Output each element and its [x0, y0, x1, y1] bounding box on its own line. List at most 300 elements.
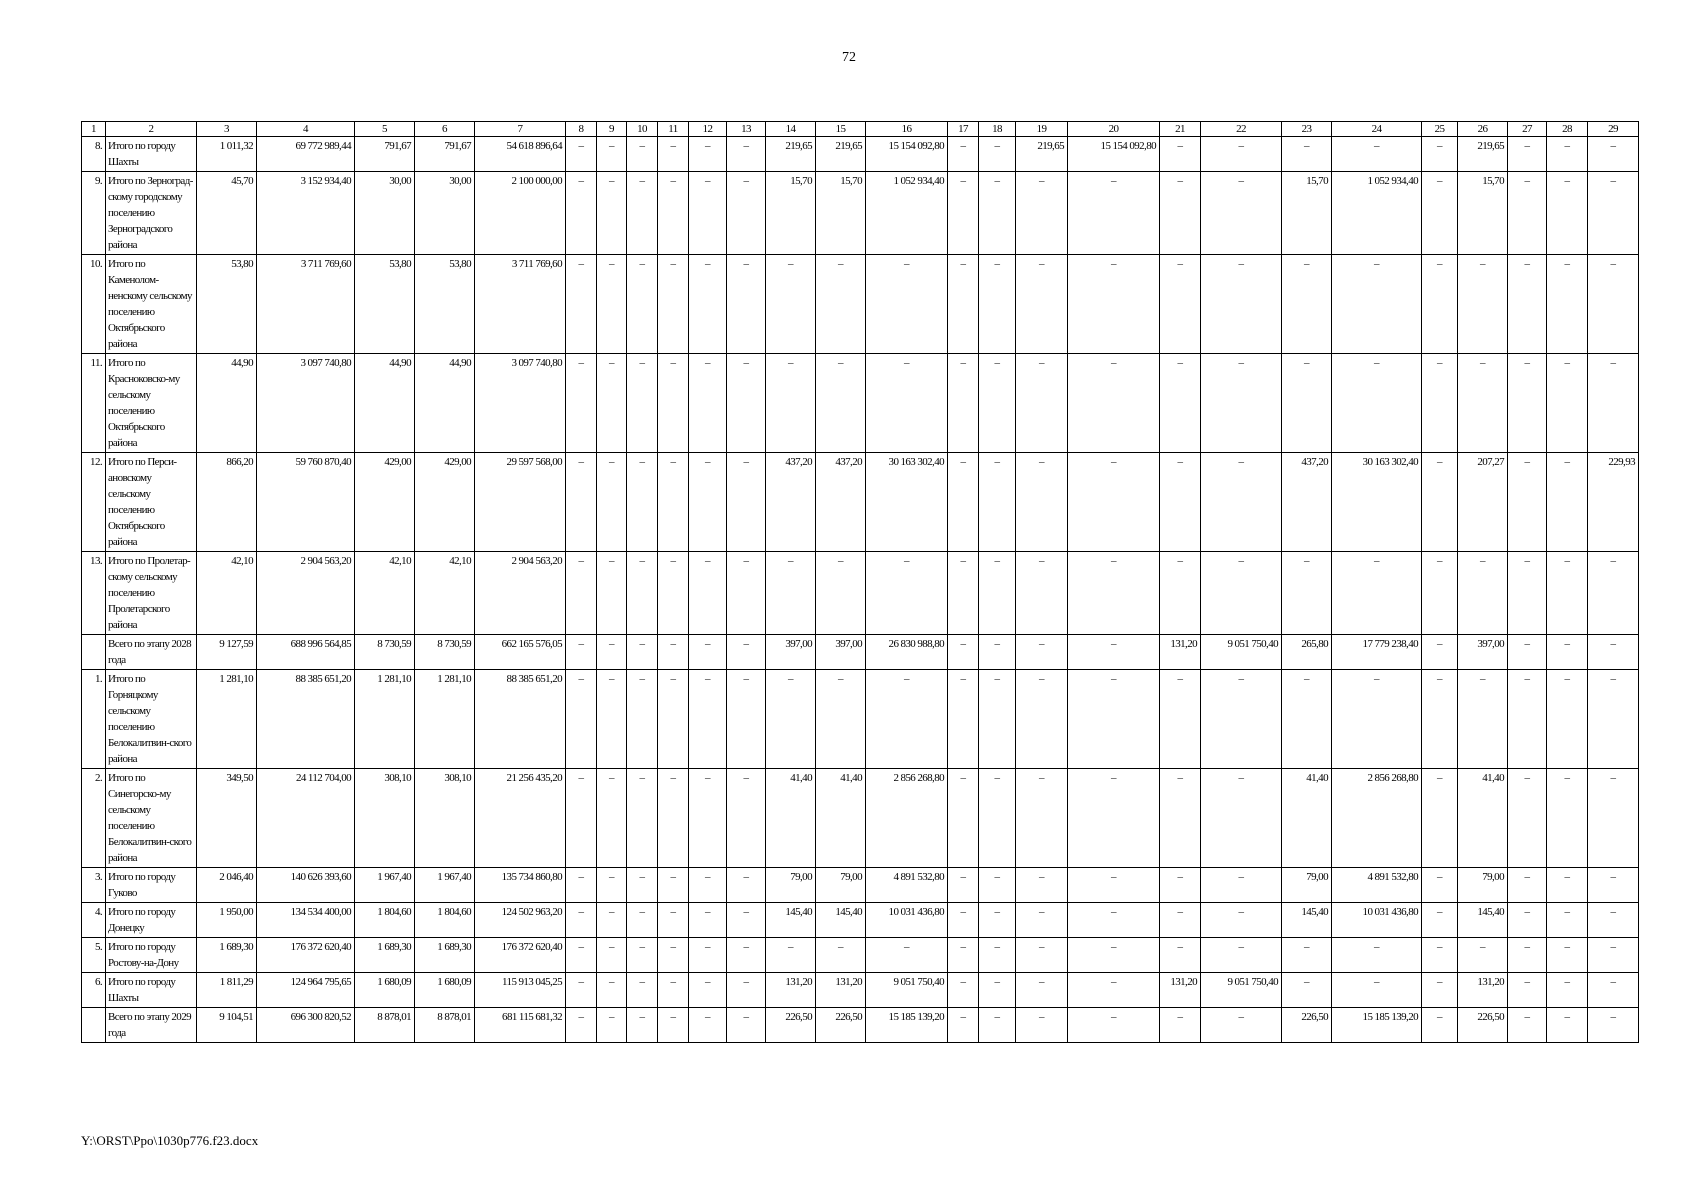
table-cell: 135 734 860,80	[475, 868, 566, 903]
table-cell: –	[658, 973, 689, 1008]
table-cell: 265,80	[1282, 635, 1332, 670]
column-header-24: 24	[1332, 122, 1422, 137]
table-row	[82, 670, 1639, 769]
table-cell: –	[1016, 769, 1068, 868]
table-cell: –	[566, 670, 597, 769]
row-number-cell: 9.	[82, 172, 106, 255]
table-cell: –	[866, 670, 948, 769]
table-cell: –	[816, 354, 866, 453]
table-cell: 21 256 435,20	[475, 769, 566, 868]
table-cell: –	[1201, 1008, 1282, 1043]
table-cell: 2 856 268,80	[866, 769, 948, 868]
table-cell: –	[566, 769, 597, 868]
column-header-20: 20	[1068, 122, 1160, 137]
table-cell: –	[1422, 255, 1458, 354]
table-cell: –	[658, 903, 689, 938]
table-cell: 696 300 820,52	[257, 1008, 355, 1043]
table-cell: –	[658, 635, 689, 670]
table-cell: –	[1588, 769, 1639, 868]
column-header-27: 27	[1508, 122, 1547, 137]
table-cell: –	[658, 938, 689, 973]
table-cell: –	[1458, 255, 1508, 354]
table-cell: 1 680,09	[415, 973, 475, 1008]
table-cell: –	[1332, 552, 1422, 635]
table-cell: –	[1508, 172, 1547, 255]
row-number-cell: 4.	[82, 903, 106, 938]
table-cell: –	[658, 552, 689, 635]
table-cell: –	[1282, 973, 1332, 1008]
table-cell: 2 904 563,20	[257, 552, 355, 635]
table-cell: –	[566, 903, 597, 938]
table-cell: –	[1547, 973, 1588, 1008]
table-cell: –	[1068, 769, 1160, 868]
data-table	[81, 121, 1639, 1043]
table-cell: 866,20	[197, 453, 257, 552]
table-cell: –	[948, 137, 979, 172]
row-number-cell: 13.	[82, 552, 106, 635]
table-cell: 26 830 988,80	[866, 635, 948, 670]
table-row	[82, 453, 1639, 552]
row-number-cell: 5.	[82, 938, 106, 973]
table-cell: 681 115 681,32	[475, 1008, 566, 1043]
table-cell: –	[1458, 670, 1508, 769]
table-cell: –	[1508, 137, 1547, 172]
table-cell: 3 152 934,40	[257, 172, 355, 255]
table-cell: –	[597, 903, 627, 938]
column-header-18: 18	[979, 122, 1016, 137]
table-cell: –	[1201, 453, 1282, 552]
table-cell: –	[1547, 137, 1588, 172]
table-cell: –	[1016, 552, 1068, 635]
table-cell: –	[689, 973, 727, 1008]
table-cell: 24 112 704,00	[257, 769, 355, 868]
table-cell: 44,90	[197, 354, 257, 453]
table-cell: –	[597, 255, 627, 354]
table-cell: 1 680,09	[355, 973, 415, 1008]
table-cell: –	[1422, 938, 1458, 973]
column-header-25: 25	[1422, 122, 1458, 137]
row-number-cell	[82, 635, 106, 670]
table-cell: –	[658, 453, 689, 552]
row-name-cell: Итого по Пролетар-скому сельскому поселению Пролетарского района	[106, 552, 197, 635]
table-cell: –	[1068, 354, 1160, 453]
table-cell: 1 052 934,40	[866, 172, 948, 255]
table-cell: –	[1160, 1008, 1201, 1043]
table-cell: 207,27	[1458, 453, 1508, 552]
table-cell: –	[1547, 868, 1588, 903]
table-cell: –	[727, 868, 766, 903]
table-cell: 45,70	[197, 172, 257, 255]
table-cell: –	[627, 868, 658, 903]
column-header-21: 21	[1160, 122, 1201, 137]
table-cell: –	[948, 938, 979, 973]
row-name-cell: Итого по Синегорско-му сельскому поселению Белокалитвин-ского района	[106, 769, 197, 868]
table-cell: –	[1068, 552, 1160, 635]
table-cell: 15 154 092,80	[866, 137, 948, 172]
table-cell: –	[727, 354, 766, 453]
table-cell: 219,65	[1458, 137, 1508, 172]
table-cell: –	[1016, 635, 1068, 670]
column-header-14: 14	[766, 122, 816, 137]
row-number-cell: 6.	[82, 973, 106, 1008]
table-cell: –	[1282, 255, 1332, 354]
table-cell: –	[627, 973, 658, 1008]
table-cell: 42,10	[197, 552, 257, 635]
row-name-cell: Итого по Каменолом-ненскому сельскому поселению Октябрьского района	[106, 255, 197, 354]
table-cell: 145,40	[1458, 903, 1508, 938]
column-header-13: 13	[727, 122, 766, 137]
table-cell: 145,40	[766, 903, 816, 938]
table-cell: –	[948, 354, 979, 453]
table-cell: –	[1422, 670, 1458, 769]
row-name-cell: Итого по Горняцкому сельскому поселению Белокалитвин-ского района	[106, 670, 197, 769]
table-cell: –	[866, 938, 948, 973]
table-cell: –	[1201, 903, 1282, 938]
table-cell: 1 967,40	[415, 868, 475, 903]
column-header-6: 6	[415, 122, 475, 137]
table-cell: 10 031 436,80	[1332, 903, 1422, 938]
column-header-1: 1	[82, 122, 106, 137]
table-cell: –	[1422, 1008, 1458, 1043]
table-cell: 219,65	[816, 137, 866, 172]
table-cell: –	[1068, 1008, 1160, 1043]
table-cell: –	[1160, 552, 1201, 635]
table-cell: –	[1547, 453, 1588, 552]
table-cell: 226,50	[1282, 1008, 1332, 1043]
table-cell: 30,00	[355, 172, 415, 255]
table-cell: –	[766, 552, 816, 635]
table-cell: –	[1201, 938, 1282, 973]
table-cell: –	[1068, 868, 1160, 903]
table-cell: 1 281,10	[355, 670, 415, 769]
table-cell: –	[1160, 354, 1201, 453]
table-cell: –	[597, 635, 627, 670]
table-cell: –	[1160, 903, 1201, 938]
table-cell: 115 913 045,25	[475, 973, 566, 1008]
table-cell: –	[979, 670, 1016, 769]
table-cell: –	[1068, 635, 1160, 670]
table-cell: –	[1508, 973, 1547, 1008]
table-cell: –	[689, 1008, 727, 1043]
table-cell: 9 051 750,40	[1201, 635, 1282, 670]
table-cell: 226,50	[1458, 1008, 1508, 1043]
table-cell: –	[658, 769, 689, 868]
table-row	[82, 973, 1639, 1008]
table-cell: 1 689,30	[355, 938, 415, 973]
table-cell: –	[1016, 453, 1068, 552]
table-cell: –	[979, 769, 1016, 868]
table-row	[82, 1008, 1639, 1043]
row-name-cell: Итого по городу Шахты	[106, 137, 197, 172]
table-cell: –	[1282, 938, 1332, 973]
table-row	[82, 354, 1639, 453]
table-cell: –	[1422, 552, 1458, 635]
table-cell: 17 779 238,40	[1332, 635, 1422, 670]
table-cell: 145,40	[816, 903, 866, 938]
column-header-11: 11	[658, 122, 689, 137]
table-cell: –	[1332, 354, 1422, 453]
table-cell: 1 804,60	[415, 903, 475, 938]
table-cell: 30,00	[415, 172, 475, 255]
table-cell: 219,65	[1016, 137, 1068, 172]
table-cell: 44,90	[355, 354, 415, 453]
table-cell: –	[1422, 354, 1458, 453]
column-header-23: 23	[1282, 122, 1332, 137]
table-cell: –	[566, 453, 597, 552]
table-cell: 176 372 620,40	[257, 938, 355, 973]
table-cell: 145,40	[1282, 903, 1332, 938]
table-row	[82, 769, 1639, 868]
table-cell: –	[1508, 903, 1547, 938]
column-header-29: 29	[1588, 122, 1639, 137]
table-cell: –	[948, 255, 979, 354]
table-cell: –	[1068, 670, 1160, 769]
table-cell: –	[979, 552, 1016, 635]
table-cell: –	[1508, 552, 1547, 635]
row-number-cell	[82, 1008, 106, 1043]
column-header-7: 7	[475, 122, 566, 137]
table-cell: –	[1201, 255, 1282, 354]
table-cell: 3 097 740,80	[475, 354, 566, 453]
table-cell: 1 689,30	[197, 938, 257, 973]
table-cell: 397,00	[1458, 635, 1508, 670]
table-cell: 53,80	[355, 255, 415, 354]
table-cell: –	[1068, 903, 1160, 938]
table-cell: –	[948, 635, 979, 670]
table-cell: –	[658, 670, 689, 769]
table-cell: 15,70	[1282, 172, 1332, 255]
table-cell: –	[689, 453, 727, 552]
table-cell: 131,20	[1160, 635, 1201, 670]
column-header-9: 9	[597, 122, 627, 137]
table-cell: –	[1201, 868, 1282, 903]
table-cell: 53,80	[415, 255, 475, 354]
table-cell: –	[727, 903, 766, 938]
table-cell: –	[1422, 172, 1458, 255]
table-cell: 1 967,40	[355, 868, 415, 903]
table-cell: –	[1332, 255, 1422, 354]
table-cell: –	[1332, 137, 1422, 172]
table-cell: –	[597, 938, 627, 973]
table-cell: 1 281,10	[197, 670, 257, 769]
table-cell: –	[1422, 903, 1458, 938]
table-cell: –	[597, 769, 627, 868]
table-cell: 69 772 989,44	[257, 137, 355, 172]
row-number-cell: 1.	[82, 670, 106, 769]
table-cell: –	[597, 670, 627, 769]
table-cell: 88 385 651,20	[257, 670, 355, 769]
table-cell: 1 689,30	[415, 938, 475, 973]
table-cell: –	[1508, 354, 1547, 453]
row-name-cell: Всего по этапу 2028 года	[106, 635, 197, 670]
table-cell: 15 185 139,20	[1332, 1008, 1422, 1043]
table-cell: –	[1160, 670, 1201, 769]
table-cell: –	[979, 172, 1016, 255]
column-header-2: 2	[106, 122, 197, 137]
row-name-cell: Итого по городу Шахты	[106, 973, 197, 1008]
column-header-3: 3	[197, 122, 257, 137]
table-cell: –	[1458, 938, 1508, 973]
table-cell: 219,65	[766, 137, 816, 172]
table-row	[82, 552, 1639, 635]
table-cell: –	[948, 453, 979, 552]
table-cell: –	[1016, 255, 1068, 354]
table-cell: –	[979, 137, 1016, 172]
table-cell: –	[597, 172, 627, 255]
table-cell: –	[1588, 354, 1639, 453]
row-number-cell: 12.	[82, 453, 106, 552]
table-cell: –	[597, 137, 627, 172]
table-cell: 229,93	[1588, 453, 1639, 552]
table-cell: 53,80	[197, 255, 257, 354]
table-cell: –	[979, 938, 1016, 973]
table-cell: 308,10	[415, 769, 475, 868]
table-cell: –	[689, 552, 727, 635]
table-cell: –	[566, 1008, 597, 1043]
table-cell: 437,20	[816, 453, 866, 552]
table-cell: –	[1068, 172, 1160, 255]
table-cell: 41,40	[816, 769, 866, 868]
table-cell: –	[1588, 1008, 1639, 1043]
table-cell: 397,00	[816, 635, 866, 670]
table-cell: 3 711 769,60	[475, 255, 566, 354]
table-cell: –	[866, 354, 948, 453]
table-cell: –	[1422, 453, 1458, 552]
table-cell: –	[1458, 354, 1508, 453]
table-cell: –	[1201, 137, 1282, 172]
table-cell: –	[1547, 255, 1588, 354]
table-cell: 42,10	[415, 552, 475, 635]
table-row	[82, 172, 1639, 255]
table-cell: –	[627, 670, 658, 769]
table-cell: 15,70	[816, 172, 866, 255]
table-cell: –	[1160, 172, 1201, 255]
table-cell: 1 011,32	[197, 137, 257, 172]
table-cell: –	[658, 868, 689, 903]
row-number-cell: 10.	[82, 255, 106, 354]
table-cell: –	[948, 973, 979, 1008]
table-cell: –	[566, 973, 597, 1008]
table-cell: 2 100 000,00	[475, 172, 566, 255]
table-cell: –	[948, 868, 979, 903]
table-cell: 4 891 532,80	[866, 868, 948, 903]
table-cell: –	[727, 973, 766, 1008]
table-cell: 791,67	[415, 137, 475, 172]
table-cell: –	[597, 552, 627, 635]
table-cell: –	[627, 552, 658, 635]
row-name-cell: Всего по этапу 2029 года	[106, 1008, 197, 1043]
table-cell: 3 097 740,80	[257, 354, 355, 453]
table-cell: 41,40	[1282, 769, 1332, 868]
table-cell: –	[597, 868, 627, 903]
table-cell: –	[866, 255, 948, 354]
table-cell: –	[948, 670, 979, 769]
table-cell: –	[1588, 255, 1639, 354]
table-cell: –	[1201, 670, 1282, 769]
table-cell: –	[948, 903, 979, 938]
table-cell: –	[658, 255, 689, 354]
table-cell: –	[1458, 552, 1508, 635]
row-name-cell: Итого по Зерноград-скому городскому поселению Зерноградского района	[106, 172, 197, 255]
table-cell: –	[948, 172, 979, 255]
table-cell: –	[727, 670, 766, 769]
table-cell: –	[1508, 635, 1547, 670]
table-cell: –	[1016, 868, 1068, 903]
table-cell: –	[1332, 938, 1422, 973]
table-cell: –	[816, 670, 866, 769]
table-cell: –	[597, 1008, 627, 1043]
table-cell: 1 950,00	[197, 903, 257, 938]
table-cell: –	[727, 552, 766, 635]
table-cell: –	[689, 255, 727, 354]
table-cell: –	[948, 769, 979, 868]
table-cell: –	[1160, 453, 1201, 552]
table-cell: –	[1201, 552, 1282, 635]
table-cell: –	[1160, 938, 1201, 973]
table-cell: –	[1068, 255, 1160, 354]
table-cell: –	[979, 453, 1016, 552]
table-cell: –	[1508, 453, 1547, 552]
table-cell: –	[816, 938, 866, 973]
table-cell: 1 281,10	[415, 670, 475, 769]
column-header-10: 10	[627, 122, 658, 137]
table-cell: –	[627, 354, 658, 453]
table-cell: –	[1547, 938, 1588, 973]
table-cell: –	[1332, 973, 1422, 1008]
table-cell: 41,40	[1458, 769, 1508, 868]
table-cell: –	[816, 552, 866, 635]
table-cell: –	[1016, 938, 1068, 973]
table-cell: 124 502 963,20	[475, 903, 566, 938]
table-cell: –	[979, 973, 1016, 1008]
table-cell: –	[566, 552, 597, 635]
table-cell: –	[1508, 868, 1547, 903]
table-cell: 791,67	[355, 137, 415, 172]
table-cell: –	[627, 255, 658, 354]
table-cell: –	[1160, 255, 1201, 354]
table-row	[82, 137, 1639, 172]
table-cell: –	[1016, 670, 1068, 769]
table-cell: –	[1588, 137, 1639, 172]
table-cell: 429,00	[355, 453, 415, 552]
table-cell: –	[948, 1008, 979, 1043]
table-cell: –	[766, 255, 816, 354]
table-body	[82, 137, 1639, 1043]
table-cell: 2 046,40	[197, 868, 257, 903]
table-cell: –	[689, 769, 727, 868]
table-row	[82, 938, 1639, 973]
table-cell: 30 163 302,40	[866, 453, 948, 552]
table-cell: –	[727, 137, 766, 172]
table-cell: –	[979, 635, 1016, 670]
table-cell: –	[627, 137, 658, 172]
row-number-cell: 3.	[82, 868, 106, 903]
table-cell: –	[727, 1008, 766, 1043]
table-cell: 662 165 576,05	[475, 635, 566, 670]
table-cell: –	[1422, 137, 1458, 172]
row-name-cell: Итого по городу Донецку	[106, 903, 197, 938]
table-cell: –	[1282, 137, 1332, 172]
table-cell: –	[1016, 172, 1068, 255]
table-cell: –	[689, 868, 727, 903]
table-cell: –	[1160, 137, 1201, 172]
table-cell: 131,20	[816, 973, 866, 1008]
table-cell: 1 804,60	[355, 903, 415, 938]
table-cell: –	[766, 354, 816, 453]
table-cell: –	[1016, 1008, 1068, 1043]
table-cell: 1 052 934,40	[1332, 172, 1422, 255]
table-cell: 15 185 139,20	[866, 1008, 948, 1043]
